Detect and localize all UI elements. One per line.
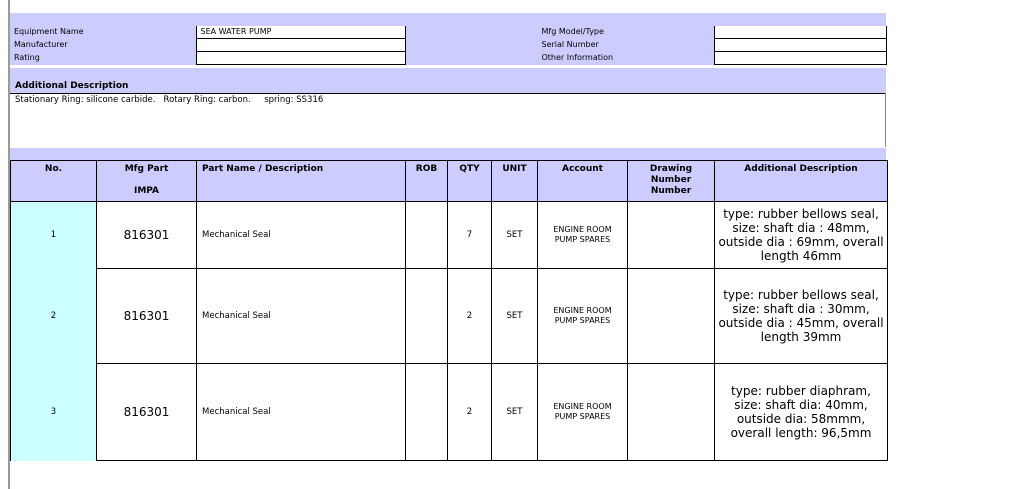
mfg-part-label: Mfg Part [124, 164, 169, 174]
additional-description-header [10, 79, 886, 94]
equipment-info-table [10, 26, 887, 65]
col-rob-header: ROB [406, 161, 448, 202]
impa-label: IMPA [133, 186, 160, 196]
parts-table [10, 160, 888, 461]
model-value [714, 26, 886, 39]
col-unit-header: UNIT [492, 161, 538, 202]
row-part-name: Mechanical Seal [197, 202, 406, 269]
row-drawing [628, 202, 715, 269]
model-label: Mfg Model/Type [405, 26, 714, 39]
equipment-name-value: SEA WATER PUMP [196, 26, 405, 39]
parts-header-row [11, 161, 888, 202]
row-account-line2: PUMP SPARES [554, 235, 611, 244]
row-account-line1: ENGINE ROOM [553, 306, 612, 315]
row-additional-desc: type: rubber bellows seal, size: shaft dia : 48mm, outside dia : 69mm, overall length 46mm [715, 202, 888, 269]
row-account-line1: ENGINE ROOM [553, 402, 612, 411]
row-rob [406, 364, 448, 461]
col-qty-header: QTY [448, 161, 492, 202]
col-part-name-header: Part Name / Description [197, 161, 406, 202]
col-additional-desc-header: Additional Description [715, 161, 888, 202]
other-info-value [714, 52, 886, 65]
row-qty: 2 [448, 269, 492, 364]
other-info-label: Other Information [405, 52, 714, 65]
col-drawing-header: Drawing Number Number [628, 161, 715, 202]
row-additional-desc: type: rubber bellows seal, size: shaft dia : 30mm, outside dia : 45mm, overall length 39mm [715, 269, 888, 364]
row-part-name: Mechanical Seal [197, 269, 406, 364]
col-no-header: No. [11, 161, 97, 202]
col-mfg-part-header [97, 161, 197, 202]
separator-band [10, 68, 886, 79]
row-account [538, 269, 628, 364]
row-qty: 7 [448, 202, 492, 269]
table-row [11, 364, 888, 461]
row-drawing [628, 364, 715, 461]
row-mfg-part: 816301 [97, 364, 197, 461]
row-rob [406, 202, 448, 269]
top-band [10, 13, 886, 26]
row-account-line2: PUMP SPARES [554, 412, 611, 421]
row-unit: SET [492, 269, 538, 364]
col-account-header: Account [538, 161, 628, 202]
additional-description-heading: Additional Description [15, 81, 129, 91]
row-rob [406, 269, 448, 364]
row-account-line2: PUMP SPARES [554, 316, 611, 325]
row-unit: SET [492, 364, 538, 461]
row-unit: SET [492, 202, 538, 269]
table-row [11, 269, 888, 364]
parts-top-band [10, 148, 886, 160]
row-mfg-part: 816301 [97, 269, 197, 364]
row-account [538, 364, 628, 461]
row-part-name: Mechanical Seal [197, 364, 406, 461]
rating-value [196, 52, 405, 65]
manufacturer-value [196, 39, 405, 52]
serial-value [714, 39, 886, 52]
row-no: 3 [11, 364, 97, 461]
row-account-line1: ENGINE ROOM [553, 225, 612, 234]
row-mfg-part: 816301 [97, 202, 197, 269]
row-no: 2 [11, 269, 97, 364]
equipment-name-label: Equipment Name [10, 26, 96, 39]
serial-label: Serial Number [405, 39, 714, 52]
manufacturer-label: Manufacturer [10, 39, 96, 52]
additional-description-text: Stationary Ring: silicone carbide. Rotary Ring: carbon. spring: SS316 [15, 95, 324, 105]
row-account [538, 202, 628, 269]
table-row [11, 202, 888, 269]
row-drawing [628, 269, 715, 364]
row-additional-desc: type: rubber diaphram, size: shaft dia: 40mm, outside dia: 58mmm, overall length: 96,5mm [715, 364, 888, 461]
rating-label: Rating [10, 52, 96, 65]
row-no: 1 [11, 202, 97, 269]
equipment-spacer [96, 26, 196, 65]
row-qty: 2 [448, 364, 492, 461]
